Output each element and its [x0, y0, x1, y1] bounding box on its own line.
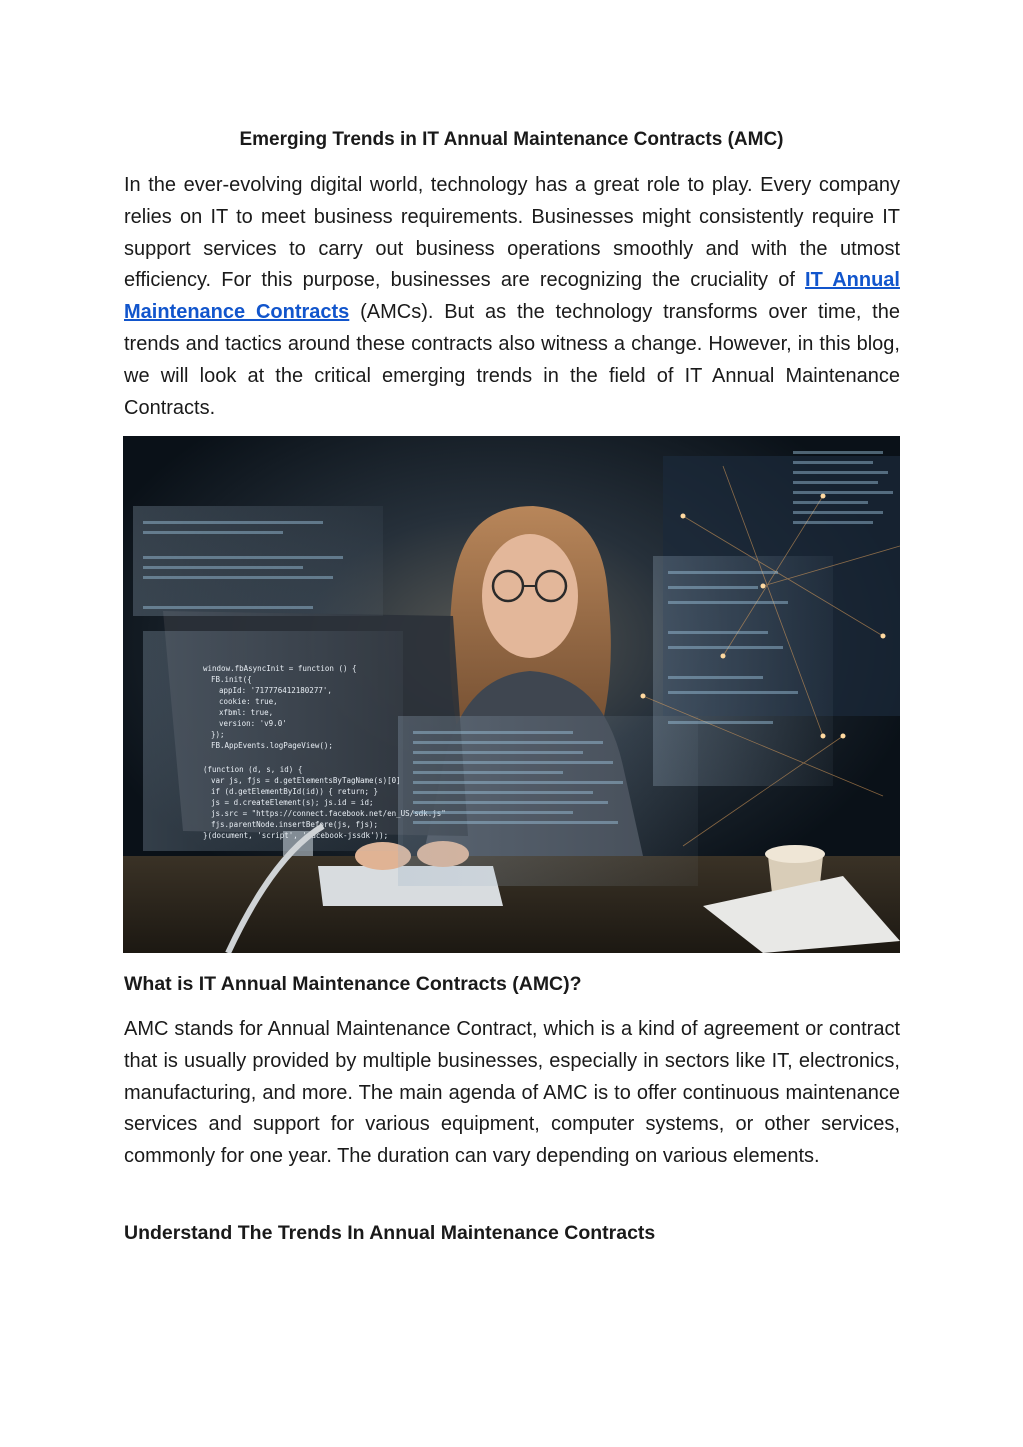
code-line: var js, fjs = d.getElementsByTagName(s)[0] [211, 776, 401, 785]
code-line: FB.AppEvents.logPageView(); [211, 741, 333, 750]
intro-text-before: In the ever-evolving digital world, technology has a great role to play. Every company relies on IT to meet business requirements. Businesses might consistently require IT support services to carry out business operations smoothly and with the utmost efficiency. For this purpose, businesses are recognizing the cruciality of [124, 174, 900, 292]
code-line: js.src = "https://connect.facebook.net/en_US/sdk.js" [211, 809, 446, 818]
amc-definition-paragraph: AMC stands for Annual Maintenance Contract, which is a kind of agreement or contract that is usually provided by multiple businesses, especially in sectors like IT, electronics, manufacturing, and more. The main agenda of AMC is to offer continuous maintenance services and support for various equipment, computer systems, or other services, commonly for one year. The duration can vary depending on various elements. [124, 1018, 900, 1168]
code-line: }); [211, 730, 225, 739]
code-line: }(document, 'script', 'facebook-jssdk')); [203, 831, 389, 840]
code-line: cookie: true, [219, 697, 278, 706]
code-line: version: 'v9.0' [219, 719, 287, 728]
code-line: window.fbAsyncInit = function () { [203, 664, 357, 673]
code-line: FB.init({ [211, 675, 252, 684]
hero-image [123, 436, 900, 953]
code-line: xfbml: true, [219, 708, 274, 717]
intro-text-after: (AMCs). But as the technology transforms over time, the trends and tactics around these contracts also witness a change. However, in this blog, we will look at the critical emerging trends in the field of IT Annual Maintenance Contracts. [124, 301, 900, 419]
intro-paragraph [124, 170, 900, 424]
hero-image-illustration [123, 436, 900, 953]
section-heading-what-is-amc: What is IT Annual Maintenance Contracts (AMC)? [124, 973, 582, 995]
code-line: appId: '717776412180277', [219, 686, 332, 695]
amc-link[interactable]: IT Annual Maintenance Contracts [124, 269, 900, 324]
page-title: Emerging Trends in IT Annual Maintenance Contracts (AMC) [239, 129, 784, 150]
code-line: js = d.createElement(s); js.id = id; [211, 798, 374, 807]
code-line: if (d.getElementById(id)) { return; } [211, 787, 379, 796]
code-line: (function (d, s, id) { [203, 765, 303, 774]
code-line: fjs.parentNode.insertBefore(js, fjs); [211, 820, 379, 829]
section-heading-trends: Understand The Trends In Annual Maintenance Contracts [124, 1222, 656, 1244]
